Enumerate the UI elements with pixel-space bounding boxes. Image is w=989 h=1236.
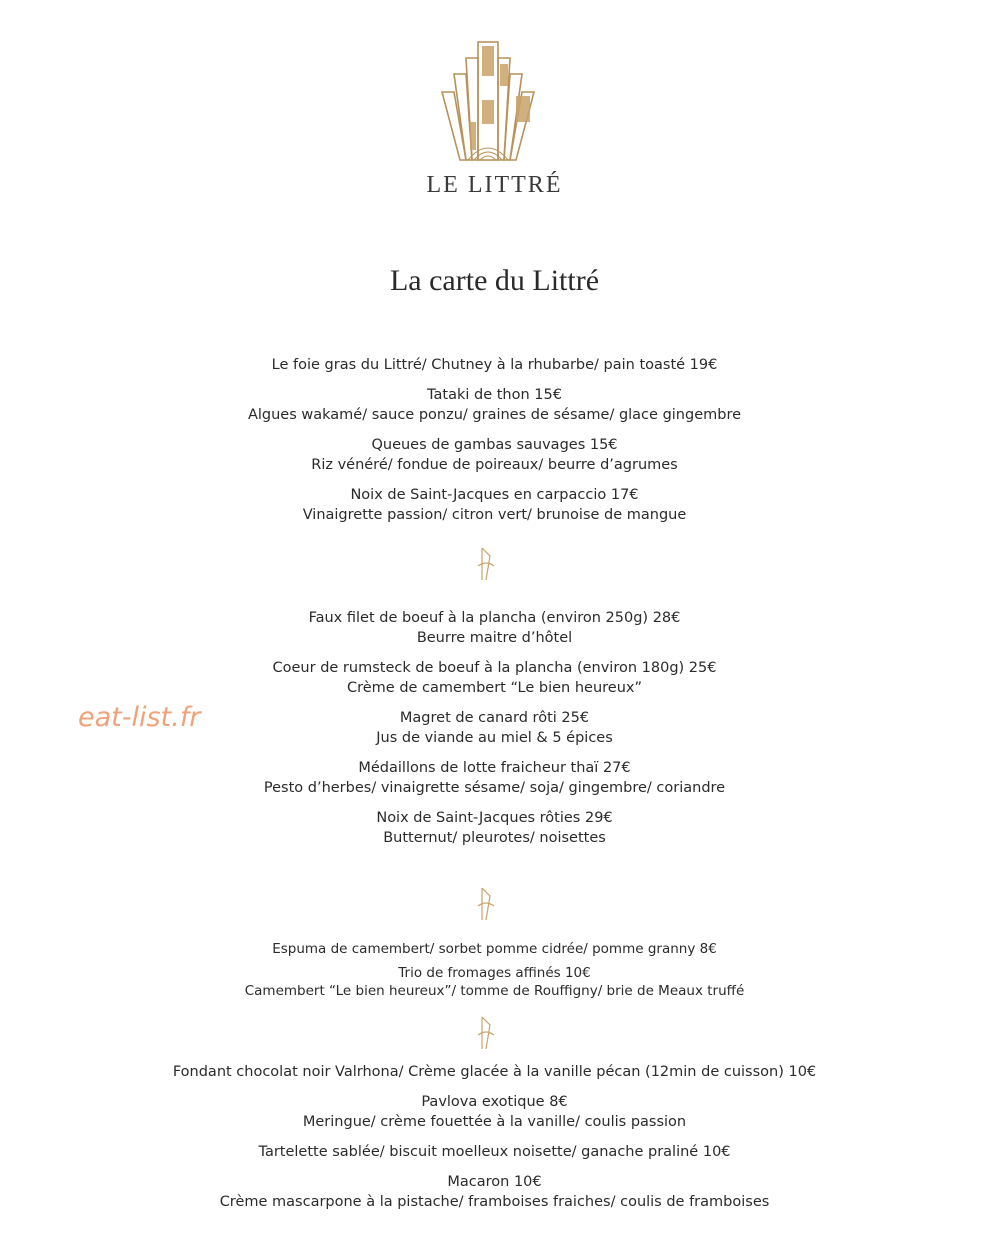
dish-name: Le foie gras du Littré/ Chutney à la rhubarbe/ pain toasté 19€	[271, 357, 718, 373]
dish-name: Magret de canard rôti 25€	[399, 710, 590, 726]
menu-item	[0, 940, 989, 958]
starters-section	[0, 355, 989, 535]
mains-section	[0, 608, 989, 858]
dish-name: Queues de gambas sauvages 15€	[371, 437, 618, 453]
menu-item	[0, 758, 989, 798]
dish-description: Jus de viande au miel & 5 épices	[376, 730, 613, 746]
dish-name: Fondant chocolat noir Valrhona/ Crème glacée à la vanille pécan (12min de cuisson) 10€	[172, 1064, 817, 1080]
dish-name: Pavlova exotique 8€	[421, 1094, 568, 1110]
dish-name: Faux filet de boeuf à la plancha (environ 250g) 28€	[308, 610, 681, 626]
cheese-section	[0, 940, 989, 1006]
menu-item	[0, 435, 989, 475]
dish-description: Camembert “Le bien heureux”/ tomme de Rouffigny/ brie de Meaux truffé	[244, 983, 745, 999]
dish-description: Beurre maitre d’hôtel	[416, 630, 573, 646]
dish-description: Pesto d’herbes/ vinaigrette sésame/ soja/ gingembre/ coriandre	[263, 780, 726, 796]
dish-name: Tataki de thon 15€	[427, 387, 562, 403]
dish-description: Riz vénéré/ fondue de poireaux/ beurre d’agrumes	[311, 457, 678, 473]
dish-name: Coeur de rumsteck de boeuf à la plancha (environ 180g) 25€	[272, 660, 717, 676]
dish-name: Noix de Saint-Jacques rôties 29€	[376, 810, 613, 826]
dish-name: Espuma de camembert/ sorbet pomme cidrée/ pomme granny 8€	[272, 941, 717, 957]
menu-item	[0, 964, 989, 1000]
dish-name: Médaillons de lotte fraicheur thaï 27€	[358, 760, 631, 776]
art-deco-divider-icon	[474, 1015, 498, 1051]
dish-description: Butternut/ pleurotes/ noisettes	[383, 830, 606, 846]
menu-item	[0, 485, 989, 525]
menu-item	[0, 1142, 989, 1162]
dish-description: Crème mascarpone à la pistache/ framboises fraiches/ coulis de framboises	[219, 1194, 770, 1210]
dish-description: Crème de camembert “Le bien heureux”	[346, 680, 642, 696]
desserts-section	[0, 1062, 989, 1222]
dish-name: Macaron 10€	[447, 1174, 542, 1190]
menu-item	[0, 658, 989, 698]
watermark: eat-list.fr	[78, 702, 201, 733]
menu-item	[0, 808, 989, 848]
menu-item	[0, 1172, 989, 1212]
dish-description: Meringue/ crème fouettée à la vanille/ coulis passion	[302, 1114, 687, 1130]
menu-item	[0, 385, 989, 425]
dish-description: Algues wakamé/ sauce ponzu/ graines de sésame/ glace gingembre	[247, 407, 742, 423]
menu-item	[0, 708, 989, 748]
art-deco-divider-icon	[474, 546, 498, 582]
menu-item	[0, 608, 989, 648]
dish-description: Vinaigrette passion/ citron vert/ brunoise de mangue	[302, 507, 687, 523]
dish-name: Trio de fromages affinés 10€	[398, 965, 591, 981]
menu-item	[0, 1092, 989, 1132]
menu-item	[0, 355, 989, 375]
art-deco-divider-icon	[474, 886, 498, 922]
dish-name: Noix de Saint-Jacques en carpaccio 17€	[350, 487, 639, 503]
art-deco-fan-logo-icon	[438, 40, 538, 165]
menu-item	[0, 1062, 989, 1082]
brand-name: LE LITTRÉ	[426, 172, 563, 198]
dish-name: Tartelette sablée/ biscuit moelleux noisette/ ganache praliné 10€	[258, 1144, 731, 1160]
menu-title: La carte du Littré	[389, 264, 600, 298]
